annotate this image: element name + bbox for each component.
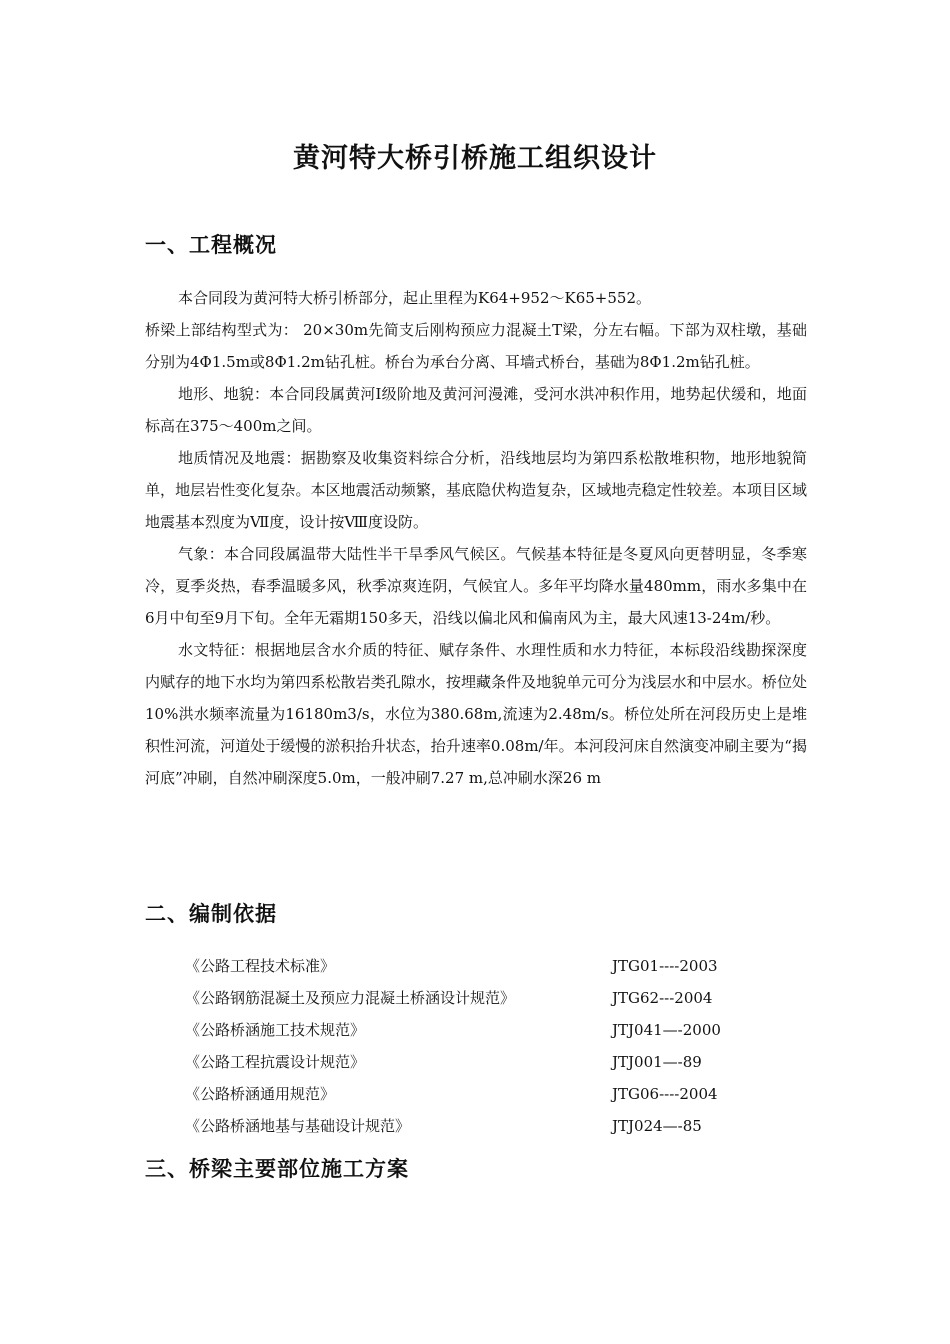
- reference-item: [185, 950, 745, 982]
- overview-body: [145, 282, 807, 794]
- reference-code: JTJ041—-2000: [612, 1021, 721, 1039]
- reference-code: JTJ024—-85: [612, 1117, 702, 1135]
- paragraph-terrain: 地形、地貌：本合同段属黄河Ⅰ级阶地及黄河河漫滩，受河水洪冲积作用，地势起伏缓和，地面标高在375～400m之间。: [145, 385, 807, 435]
- reference-code: JTG06----2004: [612, 1085, 718, 1103]
- reference-name: 《公路桥涵地基与基础设计规范》: [185, 1117, 411, 1135]
- reference-code: JTG62---2004: [612, 989, 713, 1007]
- document-title: 黄河特大桥引桥施工组织设计: [293, 143, 657, 174]
- paragraph-structure: 桥梁上部结构型式为： 20×30m先简支后刚构预应力混凝土T梁，分左右幅。下部为双柱墩，基础分别为4Φ1.5m或8Φ1.2m钻孔桩。桥台为承台分离、耳墙式桥台，基础为8Φ1.2m钻孔桩。: [145, 321, 807, 371]
- reference-name: 《公路工程抗震设计规范》: [185, 1053, 366, 1071]
- reference-name: 《公路钢筋混凝土及预应力混凝土桥涵设计规范》: [185, 989, 516, 1007]
- reference-code: JTJ001—-89: [612, 1053, 702, 1071]
- reference-name: 《公路工程技术标准》: [185, 957, 336, 975]
- section-heading-construction-plan: 三、桥梁主要部位施工方案: [145, 1157, 409, 1181]
- paragraph-geology: 地质情况及地震：据勘察及收集资料综合分析，沿线地层均为第四系松散堆积物，地形地貌简单，地层岩性变化复杂。本区地震活动频繁，基底隐伏构造复杂，区域地壳稳定性较差。本项目区域地震基本烈度为Ⅶ度，设计按Ⅷ度设防。: [145, 449, 807, 531]
- reference-name: 《公路桥涵施工技术规范》: [185, 1021, 366, 1039]
- reference-name: 《公路桥涵通用规范》: [185, 1085, 336, 1103]
- section-heading-basis: 二、编制依据: [145, 902, 277, 926]
- reference-code: JTG01----2003: [612, 957, 718, 975]
- reference-item: [185, 1046, 745, 1078]
- paragraph-section-scope: 本合同段为黄河特大桥引桥部分，起止里程为K64+952～K65+552。: [178, 289, 651, 307]
- reference-item: [185, 1014, 745, 1046]
- reference-item: [185, 982, 745, 1014]
- reference-item: [185, 1078, 745, 1110]
- paragraph-climate: 气象：本合同段属温带大陆性半干旱季风气候区。气候基本特征是冬夏风向更替明显，冬季寒冷，夏季炎热，春季温暖多风，秋季凉爽连阴，气候宜人。多年平均降水量480mm，雨水多集中在6月中旬至9月下旬。全年无霜期150多天，沿线以偏北风和偏南风为主，最大风速13-24m/秒。: [145, 545, 807, 627]
- section-heading-overview: 一、工程概况: [145, 233, 277, 257]
- reference-list: [185, 950, 745, 1142]
- paragraph-hydrology: 水文特征：根据地层含水介质的特征、赋存条件、水理性质和水力特征，本标段沿线勘探深度内赋存的地下水均为第四系松散岩类孔隙水，按埋藏条件及地貌单元可分为浅层水和中层水。桥位处10%洪水频率流量为16180m3/s，水位为380.68m,流速为2.48m/s。桥位处所在河段历史上是堆积性河流，河道处于缓慢的淤积抬升状态，抬升速率0.08m/年。本河段河床自然演变冲刷主要为“揭河底”冲刷，自然冲刷深度5.0m，一般冲刷7.27 m,总冲刷水深26 m: [145, 641, 807, 787]
- reference-item: [185, 1110, 745, 1142]
